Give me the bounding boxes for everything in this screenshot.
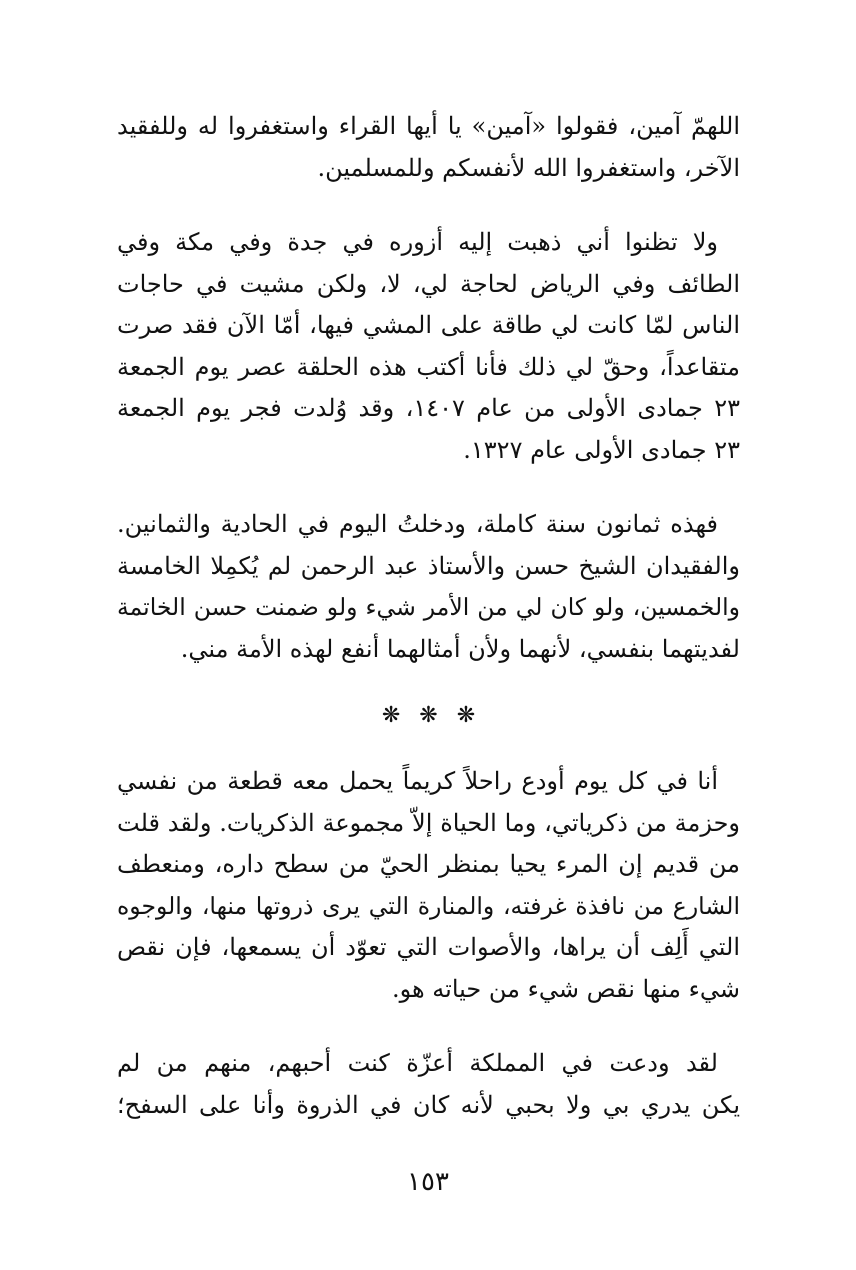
paragraph-2 — [117, 222, 740, 471]
text-line: ٢٣ جمادى الأولى من عام ١٤٠٧، وقد وُلدت فجر يوم الجمعة — [117, 394, 740, 422]
text-line: والخمسين، ولو كان لي من الأمر شيء ولو ضمنت حسن الخاتمة — [117, 593, 740, 621]
text-line: أنا في كل يوم أودع راحلاً كريماً يحمل معه قطعة من نفسي — [117, 767, 719, 795]
text-line: يكن يدري بي ولا بحبي لأنه كان في الذروة وأنا على السفح؛ — [117, 1090, 740, 1119]
text-line: شيء منها نقص شيء من حياته هو. — [391, 974, 740, 1003]
text-line: الناس لمّا كانت لي طاقة على المشي فيها، أمّا الآن فقد صرت — [117, 311, 741, 339]
section-separator: ❋ ❋ ❋ — [381, 703, 476, 728]
page-body — [117, 106, 740, 1159]
text-line: الشارع من نافذة غرفته، والمنارة التي يرى ذروتها منها، والوجوه — [117, 891, 740, 920]
text-line: لقد ودعت في المملكة أعزّة كنت أحبهم، منهم من لم — [117, 1049, 718, 1077]
text-line: متقاعداً، وحقّ لي ذلك فأنا أكتب هذه الحلقة عصر يوم الجمعة — [117, 352, 740, 381]
text-line: فهذه ثمانون سنة كاملة، ودخلتُ اليوم في الحادية والثمانين. — [117, 510, 718, 538]
text-line: من قديم إن المرء يحيا بمنظر الحيّ من سطح داره، ومنعطف — [117, 850, 740, 878]
text-line: الآخر، واستغفروا الله لأنفسكم وللمسلمين. — [317, 153, 740, 182]
text-line: ٢٣ جمادى الأولى عام ١٣٢٧. — [463, 435, 740, 464]
paragraph-4 — [117, 761, 740, 1010]
paragraph-3 — [117, 504, 740, 670]
text-line: التي أَلِف أن يراها، والأصوات التي تعوّد أن يسمعها، فإن نقص — [117, 933, 740, 961]
text-line: ولا تظنوا أني ذهبت إليه أزوره في جدة وفي مكة وفي — [117, 228, 718, 256]
text-line: اللهمّ آمين، فقولوا «آمين» يا أيها القراء واستغفروا له وللفقيد — [117, 112, 740, 140]
paragraph-5 — [117, 1043, 740, 1126]
paragraph-1 — [117, 106, 740, 189]
text-line: وحزمة من ذكرياتي، وما الحياة إلاّ مجموعة الذكريات. ولقد قلت — [117, 808, 741, 837]
text-line: لفديتهما بنفسي، لأنهما ولأن أمثالهما أنفع لهذه الأمة مني. — [180, 634, 740, 663]
text-line: الطائف وفي الرياض لحاجة لي، لا، ولكن مشيت في حاجات — [117, 269, 740, 298]
page-number: ١٥٣ — [407, 1167, 449, 1197]
text-line: والفقيدان الشيخ حسن والأستاذ عبد الرحمن لم يُكمِلا الخامسة — [117, 551, 740, 580]
